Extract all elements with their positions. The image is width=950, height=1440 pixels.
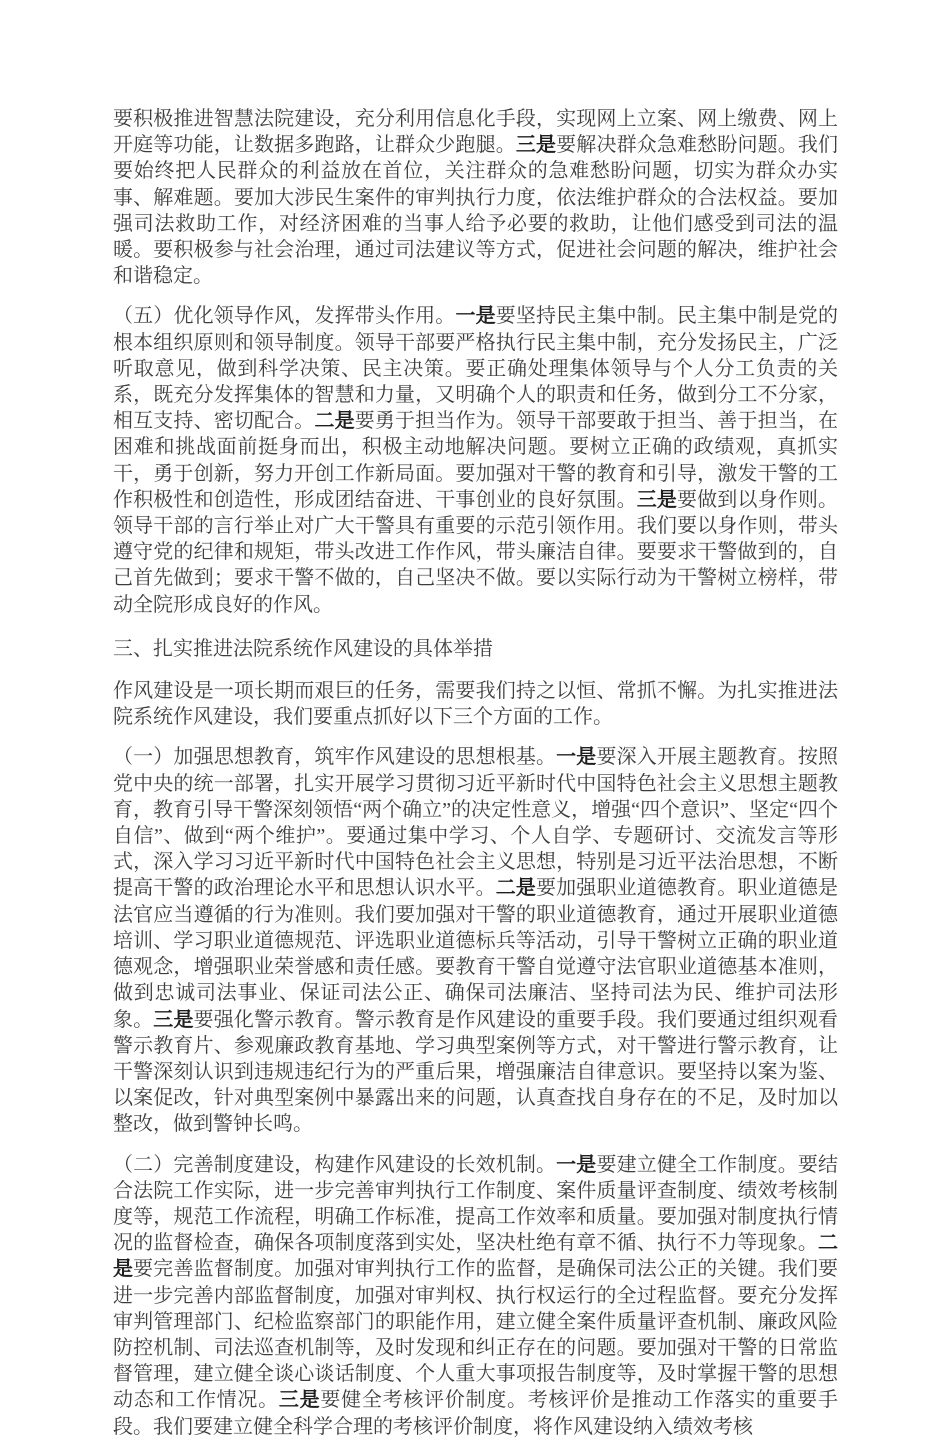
body-paragraph — [113, 303, 838, 617]
paragraph-text-run: 作风建设是一项长期而艰巨的任务，需要我们持之以恒、常抓不懈。为扎实推进法院系统作风建设，我们要重点抓好以下三个方面的工作。 — [113, 680, 838, 729]
body-paragraph — [113, 106, 838, 289]
body-paragraph — [113, 678, 838, 730]
emphasis-marker: 二是 — [314, 410, 355, 433]
paragraph-text-run: 要坚持民主集中制。民主集中制是党的根本组织原则和领导制度。领导干部要严格执行民主集中制，充分发扬民主，广泛听取意见，做到科学决策、民主决策。要正确处理集体领导与个人分工负责的关系，既充分发挥集体的智慧和力量，又明确个人的职责和任务，做到分工不分家，相互支持、密切配合。 — [113, 305, 839, 433]
emphasis-marker: 一是 — [556, 1153, 597, 1176]
paragraph-text-run: 要完善监督制度。加强对审判执行工作的监督，是确保司法公正的关键。我们要进一步完善内部监督制度，加强对审判权、执行权运行的全过程监督。要充分发挥审判管理部门、纪检监察部门的职能作用，建立健全案件质量评查机制、廉政风险防控机制、司法巡查机制等，及时发现和纠正存在的问题。要加强对干警的日常监督管理，建立健全谈心谈话制度、个人重大事项报告制度等，及时掌握干警的思想动态和工作情况。 — [113, 1258, 839, 1412]
paragraph-text-run: 要解决群众急难愁盼问题。我们要始终把人民群众的利益放在首位，关注群众的急难愁盼问题，切实为群众办实事、解难题。要加大涉民生案件的审判执行力度，依法维护群众的合法权益。要加强司法救助工作，对经济困难的当事人给予必要的救助，让他们感受到司法的温暖。要积极参与社会治理，通过司法建议等方式，促进社会问题的解决，维护社会和谐稳定。 — [113, 134, 839, 288]
document-body — [113, 106, 838, 1440]
paragraph-text-run: （五）优化领导作风，发挥带头作用。 — [113, 305, 456, 328]
emphasis-marker: 二是 — [113, 1232, 838, 1281]
emphasis-marker: 一是 — [455, 305, 496, 328]
body-paragraph — [113, 744, 838, 1137]
paragraph-text-run: 要健全考核评价制度。考核评价是推动工作落实的重要手段。我们要建立健全科学合理的考核评价制度，将作风建设纳入绩效考核 — [113, 1389, 839, 1438]
paragraph-text-run: （一）加强思想教育，筑牢作风建设的思想根基。 — [113, 746, 557, 769]
emphasis-marker: 二是 — [495, 877, 537, 900]
emphasis-marker: 一是 — [556, 746, 597, 769]
emphasis-marker: 三是 — [636, 488, 678, 511]
paragraph-text-run: 要深入开展主题教育。按照党中央的统一部署，扎实开展学习贯彻习近平新时代中国特色社会主义思想主题教育，教育引导干警深刻领悟“两个确立”的决定性意义，增强“四个意识”、坚定“四个自信”、做到“两个维护”。要通过集中学习、个人自学、专题研讨、交流发言等形式，深入学习习近平新时代中国特色社会主义思想，特别是习近平法治思想，不断提高干警的政治理论水平和思想认识水平。 — [113, 746, 839, 900]
emphasis-marker: 三是 — [278, 1389, 321, 1412]
paragraph-text-run: 要加强职业道德教育。职业道德是法官应当遵循的行为准则。我们要加强对干警的职业道德教育，通过开展职业道德培训、学习职业道德规范、评选职业道德标兵等活动，引导干警树立正确的职业道德观念，增强职业荣誉感和责任感。要教育干警自觉遵守法官职业道德基本准则，做到忠诚司法事业、保证司法公正、确保司法廉洁、坚持司法为民、维护司法形象。 — [113, 877, 839, 1031]
paragraph-text-run: 要勇于担当作为。领导干部要敢于担当、善于担当，在困难和挑战面前挺身而出，积极主动地解决问题。要树立正确的政绩观，真抓实干，勇于创新，努力开创工作新局面。要加强对干警的教育和引导，激发干警的工作积极性和创造性，形成团结奋进、干事创业的良好氛围。 — [113, 410, 839, 511]
paragraph-text-run: 要强化警示教育。警示教育是作风建设的重要手段。我们要通过组织观看警示教育片、参观廉政教育基地、学习典型案例等方式，对干警进行警示教育，让干警深刻认识到违规违纪行为的严重后果，增强廉洁自律意识。要坚持以案为鉴、以案促改，针对典型案例中暴露出来的问题，认真查找自身存在的不足，及时加以整改，做到警钟长鸣。 — [113, 1008, 839, 1136]
paragraph-text-run: 要积极推进智慧法院建设，充分利用信息化手段，实现网上立案、网上缴费、网上开庭等功能，让数据多跑路，让群众少跑腿。 — [113, 108, 838, 157]
emphasis-marker: 三是 — [153, 1008, 194, 1031]
paragraph-text-run: （二）完善制度建设，构建作风建设的长效机制。 — [113, 1153, 557, 1176]
paragraph-text-run: 要做到以身作则。领导干部的言行举止对广大干警具有重要的示范引领作用。我们要以身作则，带头遵守党的纪律和规矩，带头改进工作作风，带头廉洁自律。要要求干警做到的，自己首先做到；要求干警不做的，自己坚决不做。要以实际行动为干警树立榜样，带动全院形成良好的作风。 — [113, 488, 839, 616]
emphasis-marker: 三是 — [515, 134, 557, 157]
paragraph-text-run: 要建立健全工作制度。要结合法院工作实际，进一步完善审判执行工作制度、案件质量评查制度、绩效考核制度等，规范工作流程，明确工作标准，提高工作效率和质量。要加强对制度执行情况的监督检查，确保各项制度落到实处，坚决杜绝有章不循、执行不力等现象。 — [113, 1153, 839, 1255]
section-heading: 三、扎实推进法院系统作风建设的具体举措 — [113, 637, 493, 660]
body-paragraph — [113, 1152, 838, 1440]
